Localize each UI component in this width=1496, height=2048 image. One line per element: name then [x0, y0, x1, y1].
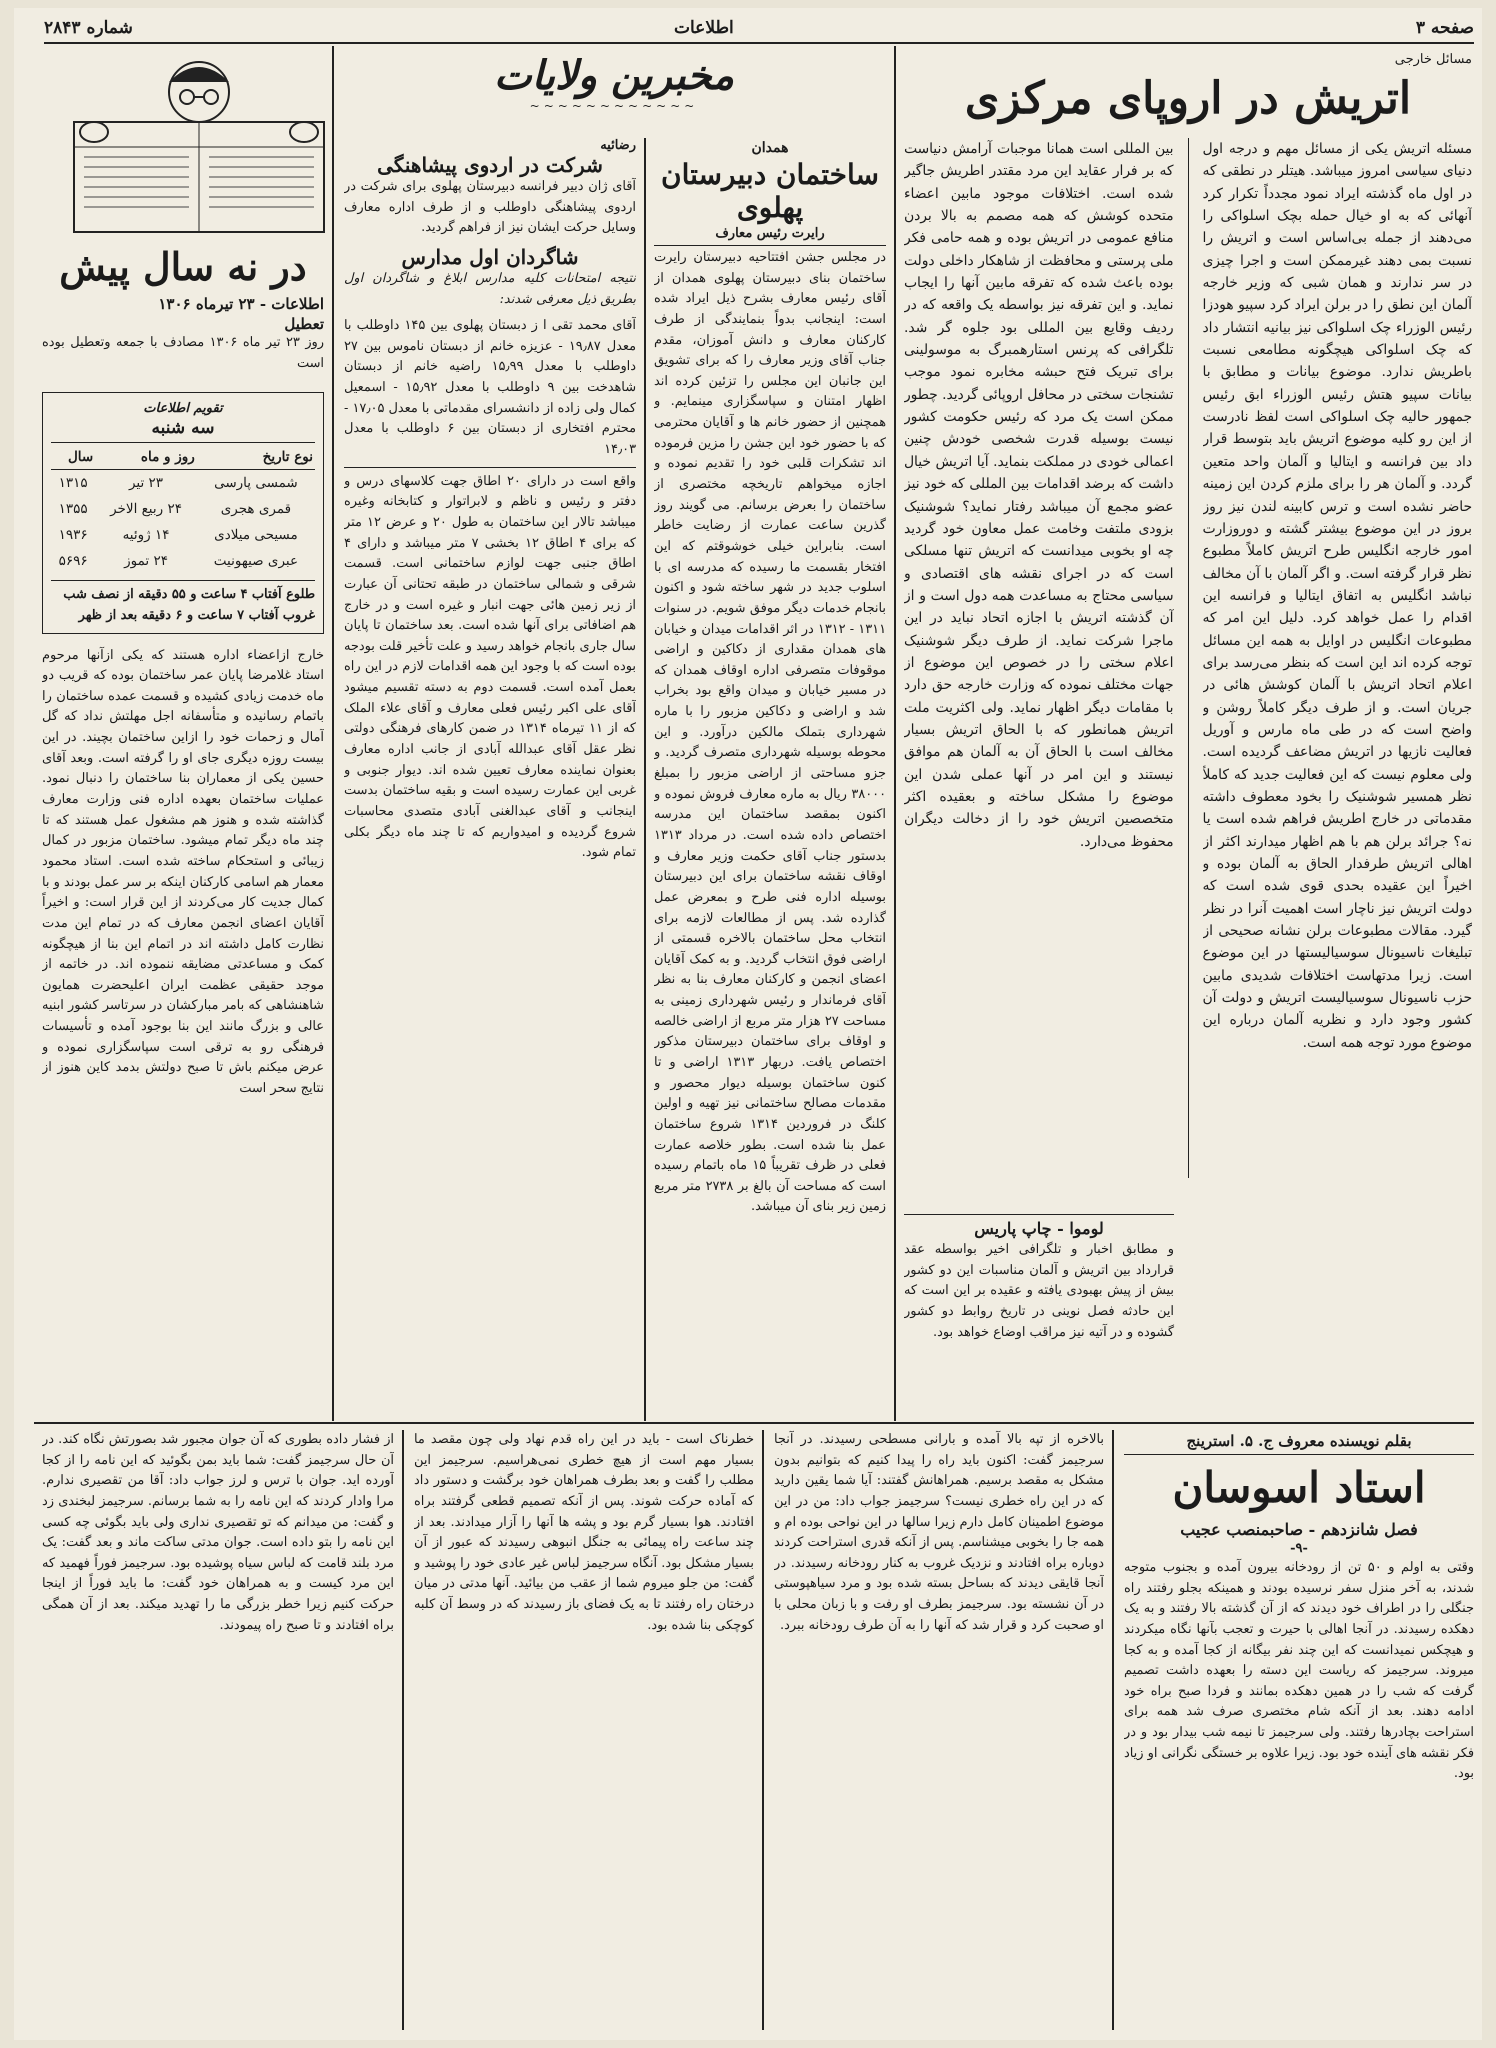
article-body: آقای ژان دبیر فرانسه دبیرستان پهلوی برای شرکت در اردوی پیشاهنگی داوطلب و از طرف اداره معارف وسایل حرکت ایشان نیز از فراهم گردید. — [344, 179, 636, 236]
article-headline: ساختمان دبیرستان پهلوی — [661, 158, 879, 224]
quote-body: و مطابق اخبار و تلگرافی اخیر بواسطه عقد قرارداد بین اتریش و آلمان مناسبات این دو کشور بیش از پیش بهبودی یافته و عقیده بر این است که این حادثه فصل نوینی در تاریخ روابط دو کشور گشوده و در آتیه نیز مراقب اوضاع خواهد بود. — [904, 1242, 1174, 1340]
serial-header-col — [1124, 1430, 1474, 2030]
article-austria — [904, 52, 1472, 1417]
column-rule — [332, 46, 334, 1421]
article-body: مسئله اتریش یکی از مسائل مهم و درجه اول دنیای سیاسی امروز میباشد. هیتلر در نطقی که در اول ماه گذشته ایراد نمود مجدداً تکرار کرد آنهائی که به او خیال حمله بچک اسلواکی را می‌دهند از جمله بی‌اساس است و اتریش را نسبت بمی دهند غیرممکن است و اجرا چیزی در سر ندارند و همان شبی که وزیر خارجه آلمان این نطق را در برلن ایراد کرد سپیو هودزا رئیس الوزراء چک اسلواکی نیز بیانیه انتشار داد که چک اسلواکی هیچگونه مطامعی نسبت باطریش ندارد. موضوع بیانات و مطابق با بیانات سپیو هتش رئیس الوزراء ابق رئیس جمهور حالیه چک اسلواکی است لفظ نادرست از این رو کلیه موضوع اتریش باید بتوسط قرار داد بین فرانسه و ایتالیا و آلمان واحد متعین گردد. و آلمان هر را برای ملزم کردن این زمینه حاضر نشده است و ترس کابینه لندن نیز روز بروز در این موضوع بیشتر گشته و دوروزارت امور خارجه انگلیس طرح اتریش کاملاً مطبوع نظر قرار گرفته است. و اگر آلمان با آن مخالف نباشد انگلیس به اتفاق ایتالیا و فرانسه این اقدام را عمل خواهد کرد. دلیل این امر که مطبوعات انگلیس در اوایل به همه این مسائل توجه کرده اند این است که بنظر می‌رسد برای اعلام اتحاد اتریش با آلمان کوشش هائی در جریان است. و از طرف دیگر کاملاً روشن و واضح است که در طی ماه مارس و آوریل فعالیت نازیها در اتریش مضاعف گردیده است. ولی معلوم نیست که این فعالیت جدید که کاملاً نظر همسیر شوشنیک را بخود معطوف داشته مقدماتی در خارج اطریش فراهم شده است یا نه؟ جرائد برلن هم با هم اظهار میدارند اکثر از اهالی اتریش طرفدار الحاق به آلمان بوده و اخیراً این عقیده بحدی قوی شده است که دولت اتریش نیز ناچار است اهمیت آنرا در نظر گیرد. مقالات مطبوعات برلن نشانه صحیحی از تبلیغات ناسیونال سوسیالیستها در این موضوع است. زیرا مدتهاست اختلافات شدیدی مابین حزب ناسیونال سوسیالیست اتریش و دولت آن کشور وجود دارد و نظریه آلمان درباره این موضوع مورد توجه همه است. — [1202, 141, 1472, 1051]
calendar-cell: قمری هجری — [220, 501, 292, 518]
page-number: صفحه ۳ — [1415, 18, 1474, 38]
article-place: رضائیه — [600, 138, 636, 153]
calendar-cell: ۱۹۳۶ — [58, 527, 88, 544]
quote-title: لومو‌ا - چاپ پاریس — [904, 1214, 1174, 1238]
article-headline-2: شاگردان اول مدارس — [401, 244, 579, 269]
divider — [344, 467, 636, 468]
article-kicker: مسائل خارجی — [1394, 52, 1472, 67]
article-byline: رایرت رئیس معارف — [654, 226, 886, 246]
calendar-day: سه شنبه — [51, 418, 315, 443]
sidebar-column — [42, 244, 324, 1416]
column-rule — [644, 138, 646, 1421]
nine-years-source: اطلاعات - ۲۳ تیرماه ۱۳۰۶ — [158, 295, 324, 313]
article-body-3: واقع است در دارای ۲۰ اطاق جهت کلاسهای درس و دفتر و رئیس و ناظم و لابراتوار و کتابخانه وغیره میباشد تالار این ساختمان به طول ۲۰ و عرض ۱۲ متر که برای ۴ اطاق ۱۲ بخشی ۷ متر میباشد و دارای ۴ اطاق جنبی جهت لوازم ساختمانی است. قسمت شرقی و شمالی ساختمان در طبقه تحتانی آن عبارت از زیر زمین هائی جهت انبار و غیره است و در خارج هم اضافاتی برای آنها شده است. بعد ساختمان تا پایان سال جاری بانجام خواهد رسید و علت تأخیر قلت بودجه بوده است که با وجود این همه اقدامات لازم در این راه بعمل آمده است. قسمت دوم به دسته تقسیم میشود آقای علی اکبر رئیس فعلی معارف و آقای علاء الملک که از ۱۱ تیرماه ۱۳۱۴ در ضمن کارهای فرهنگی دولتی نظر عقل آقای عبدالله آبادی از جانب اداره معارف بعنوان نماینده معارف تعیین شده اند. دیوار جنوبی و غربی این عمارت رسیده است و بقیه ساختمان بدست اینجانب و آقای عبدالغنی آبادی متصدی محاسبات شروع گردیده و امیدواریم که تا چند ماه دیگر بکلی تمام شود. — [344, 473, 636, 861]
article-title: اتریش در اروپای مرکزی — [964, 73, 1412, 124]
article-body-2: آقای محمد تقی ا ز دبستان پهلوی بین ۱۴۵ داوطلب با معدل ۱۹٫۸۷ - عزیزه خانم از دبستان ناموس بین ۲۷ داوطلب با معدل ۱۵٫۹۹ راضیه خانم از دبستان شاهدخت بین ۹ داوطلب با معدل ۱۵٫۹۲ - اسمعیل کمال ولی زاده از دانشسرای مقدماتی با معدل ۱۷٫۰۵ - محترم افتخاری از دبستان بین ۶ داوطلب با معدل ۱۴٫۰۳ — [344, 318, 636, 458]
calendar-col-date: روز و ماه — [95, 445, 197, 470]
newspaper-page — [14, 8, 1482, 2040]
quote-box — [904, 1212, 1174, 1349]
provinces-header — [344, 52, 884, 134]
serial-byline: بقلم نویسنده معروف ج. ۵. استرینج — [1124, 1432, 1474, 1455]
calendar-cell: عبری صیهونیت — [213, 553, 299, 570]
serial-text: بالاخره از تپه بالا آمده و بارانی مسطحی رسیدند. در آنجا سرجیمز گفت: اکنون باید راه را پیدا کنیم که بتوانیم بدون مشکل به مقصد برسیم. همراهانش گفتند: آیا شما یقین دارید که در این راه خطری نیست؟ سرجیمز جواب داد: من در این موضوع اطمینان کامل دارم زیرا سالها در این نواحی بوده ام و همه جا را بخوبی میشناسم. پس از آنکه قدری استراحت کردند دوباره براه افتادند و نزدیک غروب به کنار رودخانه رسیدند. در آنجا قایقی دیدند که بساحل بسته شده بود و مرد سیاهپوستی در آن نشسته بود. سرجیمز بطرف او رفت و با زبان محلی با او صحبت کرد و قرار شد که آنها را به آن طرف رودخانه ببرد. — [774, 1432, 1104, 1633]
calendar-cell: شمسی پارسی — [214, 475, 298, 492]
serial-col-2 — [774, 1430, 1104, 2030]
issue-number: شماره ۲۸۴۳ — [44, 18, 133, 38]
calendar-cell: ۱۳۵۵ — [58, 501, 88, 518]
serial-col-3 — [414, 1430, 754, 2030]
column-rule — [762, 1430, 764, 2030]
calendar-cell: ۵۶۹۶ — [58, 553, 88, 570]
serial-chapter: فصل شانزدهم - صاحبمنصب عجیب — [1180, 1520, 1418, 1539]
calendar-row — [51, 496, 315, 522]
paper-name: اطلاعات — [674, 18, 734, 38]
serial-col-4 — [42, 1430, 394, 2030]
article-place: همدان — [751, 140, 789, 156]
article-columns — [904, 138, 1472, 1178]
page-header — [44, 16, 1474, 44]
serial-text: وقتی به اولم و ۵۰ تن از رودخانه بیرون آمده و بجنوب متوجه شدند، به آخر منزل سفر نرسیده بودند و همینکه بجلو رفتند راه جنگلی را در اطراف خود دیدند که از آن گذشته بالا رفتند و به یک دهکده رسیدند. در آنجا اهالی با حیرت و تعجب بآنها نگاه میکردند و هیچکس نمیدانست که این چند نفر بیگانه از کجا آمده و به کجا میروند. سرجیمز که ریاست این دسته را بعهده داشت تصمیم گرفت که شب را در همین دهکده بمانند و فردا صبح براه خود ادامه دهند. بعد از آنکه شام مختصری صرف شد همه برای استراحت بچادرها رفتند. ولی سرجیمز تا نیمه شب بیدار بود و در فکر نقشه های آینده خود بود. زیرا علاوه بر خستگی نگرانی او زیاد بود. — [1124, 1560, 1474, 1782]
serial-part: -۹- — [1290, 1541, 1308, 1556]
calendar-header-row — [51, 445, 315, 470]
nine-years-title: در نه سال پیش — [59, 244, 307, 289]
article-body-continued: بین المللی است همانا موجبات آرامش دنیاست که بر فرار عقاید این مرد مقتدر اطریش جاگیر شده است. اختلافات موجود مابین اعضاء متحده کوشش که همه مصمم به بالا بردن منافع عمومی در اتریش بوده و همه حامی فکر ملی پرستی و محافظت از شاهکار داخلی دولت بوده باعث شده که تفرقه مابین آنها را ایجاب نماید. و این تفرقه نیز بواسطه یک واقعه که در ردیف وقایع بین المللی بود جلوه گر شد. تلگرافی که پرنس استارهمبرگ به موسولینی برای تبریک فتح حبشه مخابره نمود موجب تشنجات سختی در محافل اروپائی گردید. چطور ممکن است یک مرد که رئیس حکومت کشور نیست بوسیله قدرت شخصی خودش چنین اعمالی خودی در مملکت بنماید. آیا اتریش خیال داشت که برضد اقدامات بین المللی که خود نیز عضو مجمع آن میباشد رفتار نماید؟ شوشنیک بزودی ملتفت وخامت عمل معاون خود گردید چه او بخوبی میدانست که اتریش تنها مسلکی است که در اجرای نقشه های اقتصادی و سیاسی محتاج به مساعدت همه دول است و از آن گذشته اتریش با اجازه اتحاد نباید در این ماجرا شرکت نماید. از طرف دیگر شوشنیک اعلام سختی را در خصوص این موضوع از جهات مختلف نموده که وزارت خارجه حق دارد با مقامات دیگر اظهار نماید. ولی اکثریت ملت اتریش همانطور که با الحاق اتریش بسیار مخالف است با الحاق آن به آلمان هم موافق نیستند و این امر در آنها عملی شدن این موضوع را مشکل ساخته و بعقیده اکثر متخصصین اتریش خود را از دخالت دیگران محفوظ می‌دارد. — [904, 141, 1174, 850]
calendar-row — [51, 470, 315, 497]
reader-illustration — [64, 52, 334, 237]
article-body: در مجلس جشن افتتاحیه دبیرستان رایرت ساختمان بنای دبیرستان پهلوی همدان از آقای رئیس معارف بشرح ذیل ایراد شده است: اینجانب بدواً بنمایندگی از طرف کارکنان معارف و دانش آموزان، مقدم جناب آقای وزیر معارف را که برای تشویق این جانبان این مجلس را تزئین کرده اند اظهار امتنان و سپاسگزاری مینمایم. و همچنین از حضور خانم ها و آقایان محترمی که با حضور خود این جشن را مزین فرموده اند تشکرات قلبی خود را تقدیم نموده و اجازه میخواهم تاریخچه مختصری از ساختمان را بعرض برسانم. می گویند روز گذرین ساعت عمارت از رضایت خاطر است. بنابراین خیلی خوشوقتم که این افتخار بقسمت ما رسیده که مدرسه ای با اسلوب جدید در شهر ساخته شود و اکنون بانجام خدمات دیگر موفق شویم. در سنوات ۱۳۱۱ - ۱۳۱۲ در اثر اقدامات میدان و خیابان های همدان مقداری از دکاکین و اراضی موقوفات متصرفی اداره اوقاف همدان که در مسیر خیابان و میدان واقع بود بخراب شد و اراضی و دکاکین مزبور را با ماره شهرداری بتملک مالکین درآورد. و این محوطه بوسیله شهرداری متصرف گردید. و جزو مساحتی از اراضی مزبور را بمبلغ ۳۸۰۰۰ ریال به ماره معارف فروش نموده و اکنون بمقصد ساختمان این مدرسه اختصاص داده شده است. در مرداد ۱۳۱۳ بدستور جناب آقای حکمت وزیر معارف و اوقاف نقشه ساختمان برای این دبیرستان بوسیله اداره فنی طرح و بمعرض عمل گذارده شد. پس از مطالعات لازمه برای انتخاب محل ساختمان بالاخره قسمتی از اراضی فوق انتخاب گردید. و به کمک آقایان اعضای انجمن و کارکنان معارف بنا به نظر آقای فرماندار و رئیس شهرداری زمینی به مساحت ۲۷ هزار متر مربع از اراضی خالصه و اوقاف برای ساختمان دبیرستان مذکور اختصاص یافت. دربهار ۱۳۱۳ اراضی و تا کنون ساختمان بوسیله دیوار محصور و مقدمات مصالح ساختمانی نیز تهیه و اولین کلنگ در فروردین ۱۳۱۴ شروع ساختمان عمل بنا شده است. بطور خلاصه عمارت فعلی در ظرف تقریباً ۱۵ ماه باتمام رسیده است که مساحت آن بالغ بر ۲۷۳۸ متر مربع زمین زیر بنای آن میباشد. — [654, 250, 886, 1215]
article-text-col — [904, 138, 1174, 1178]
nine-years-headline: تعطیل — [284, 315, 324, 333]
sunset-time: غروب آفتاب ۷ ساعت و ۶ دقیقه بعد از ظهر — [78, 607, 315, 623]
calendar-cell: ۲۴ ربیع الاخر — [110, 501, 182, 518]
calendar-col-type: نوع تاریخ — [197, 445, 315, 470]
calendar-row — [51, 548, 315, 574]
column-rule — [402, 1430, 404, 2030]
calendar-cell: ۱۳۱۵ — [58, 475, 88, 492]
article-headline: شرکت در اردوی پیشاهنگی — [377, 153, 603, 177]
article-rezaieh — [344, 138, 636, 1416]
provinces-title: مخبرین ولایات — [494, 52, 734, 99]
sunrise-time: طلوع آفتاب ۴ ساعت و ۵۵ دقیقه از نصف شب — [51, 580, 315, 606]
serial-title: استاد اسوسان — [1172, 1463, 1426, 1512]
article-text-col — [1203, 138, 1473, 1178]
serial-text: خطرناک است - باید در این راه قدم نهاد ولی چون مقصد ما بسیار مهم است از هیچ خطری نمی‌هراسیم. سرجیمز این مطلب را گفت و بعد بطرف همراهان خود برگشت و دستور داد که آماده حرکت شوند. پس از آنکه تصمیم قطعی گرفتند براه افتادند. هوا بسیار گرم بود و پشه ها آنها را آزار میدادند. بعد از چند ساعت راه پیمائی به جنگل انبوهی رسیدند که عبور از آن بسیار مشکل بود. آنگاه سرجیمز لباس غیر عادی خود را پوشید و گفت: من جلو میروم شما از عقب من بیائید. آنها مدتی در میان درختان راه رفتند تا به یک فضای باز رسیدند که در وسط آن کلبه کوچکی بنا شده بود. — [414, 1432, 754, 1633]
serial-text: از فشار داده بطوری که آن جوان مجبور شد بصورتش نگاه کند. در آن حال سرجیمز گفت: شما باید بمن بگوئید که این نامه را از کجا آورده اید. جوان با ترس و لرز جواب داد: آقا من تقصیری ندارم. مرا وادار کردند که این نامه را به شما برسانم. سرجیمز لبخندی زد و گفت: من میدانم که تو تقصیری نداری ولی باید بگوئی چه کسی این نامه را بتو داده است. جوان مدتی ساکت ماند و بعد گفت: یک مرد بلند قامت که لباس سیاه پوشیده بود. سرجیمز فوراً فهمید که این مرد کیست و به همراهان خود گفت: ما باید فوراً از اینجا حرکت کنیم زیرا خطر بزرگی ما را تهدید میکند. بعد از آن همگی براه افتادند و تا صبح راه پیمودند. — [42, 1432, 394, 1633]
nine-years-body: روز ۲۳ تیر ماه ۱۳۰۶ مصادف با جمعه وتعطیل بوده است — [42, 335, 324, 371]
calendar-title: تقویم اطلاعات — [143, 401, 223, 417]
calendar-col-year: سال — [51, 445, 95, 470]
calendar-cell: مسیحی میلادی — [214, 527, 298, 544]
calendar-cell: ۲۴ تموز — [124, 553, 168, 570]
calendar-box — [42, 392, 324, 633]
column-rule — [1112, 1430, 1114, 2030]
section-rule — [34, 1422, 1474, 1424]
calendar-row — [51, 522, 315, 548]
continued-article: خارج ازاعضاء اداره هستند که یکی ازآنها مرحوم استاد غلامرضا پایان عمر ساختمان بوده که قریب دو ماه خدمت زیادی کشیده و قسمت عمده ساختمان را باتمام رسانیده و متأسفانه اجل مهلتش نداد که گل آمال و زحمات خود را ازاین ساختمان بچیند. در این بیست روزه دیگری جای او را گرفته است. وبعد آقای حسین یکی از معماران بنا ساختمان را دنبال نمود. عملیات ساختمان بعهده اداره فنی وزارت معارف گذاشته شده و هنوز هم مشغول عمل هستند که تا چند ماه دیگر تمام میشود. ساختمان مزبور در کمال زیبائی و استحکام ساخته شده است. استاد محمود معمار هم اسامی کارکنان اینکه بر سر عمل بودند و با کمال جدیت کار می‌کردند از این قرار است: و اخیراً آقایان اعضای انجمن معارف که در تمام این مدت نظارت کامل داشته اند در اتمام این بنا از هیچگونه کمک و مساعدتی مضایقه ننموده اند. در خاتمه از موجد حقیقی عظمت ایران اعلیحضرت همایون شاهنشاهی که بامر مبارکشان در سرتاسر کشور ابنیه عالی و بزرگ مانند این بنا بوجود آمده و تأسیسات فرهنگی رو به ترقی است سپاسگزاری نموده و عرض میکنم باش تا صبح دولتش بدمد کاین هنوز از نتایج سحر است — [42, 647, 324, 1097]
inner-rule — [1188, 138, 1189, 1178]
article-hamedan — [654, 138, 886, 1416]
calendar-cell: ۱۴ ژوئیه — [122, 527, 170, 544]
calendar-table — [51, 445, 315, 574]
article-note: نتیجه امتحانات کلیه مدارس ابلاغ و شاگردان اول بطریق ذیل معرفی شدند: — [344, 270, 636, 307]
ornament: ~~~~~~~~~~~~ — [529, 99, 699, 113]
calendar-cell: ۲۳ تیر — [128, 475, 164, 492]
column-rule — [894, 46, 896, 1421]
